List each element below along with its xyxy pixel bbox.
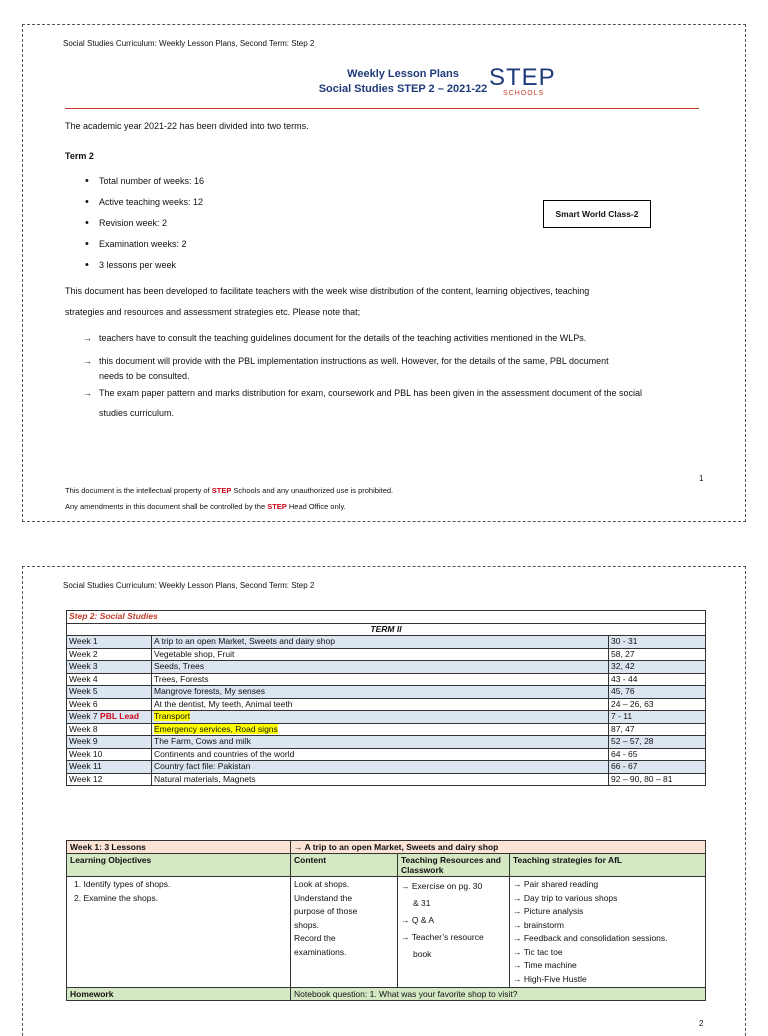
paragraph-line-1: This document has been developed to facilitate teachers with the week wise distribution of the content, learning objectives, teaching (65, 286, 590, 296)
topic-cell: Seeds, Trees (152, 661, 609, 674)
bullet-item: • Total number of weeks: 16 (85, 175, 204, 196)
topic-cell: At the dentist, My teeth, Animal teeth (152, 698, 609, 711)
logo-text: STEP (489, 64, 556, 91)
pages-cell: 58, 27 (609, 648, 706, 661)
pbl-lead-tag: PBL Lead (100, 711, 140, 722)
list-item: Look at shops. (294, 879, 350, 889)
title-divider (65, 108, 699, 109)
footer-line-2: Any amendments in this document shall be controlled by the STEP Head Office only. (65, 502, 346, 511)
homework-text: Notebook question: 1. What was your favorite shop to visit? (291, 988, 706, 1001)
topic-cell: Transport (152, 711, 609, 724)
list-item: → Feedback and consolidation sessions. (513, 933, 668, 943)
step-schools-logo (487, 61, 567, 101)
logo-subtext: SCHOOLS (503, 90, 545, 97)
list-item: & 31 (413, 898, 431, 908)
smart-world-box: Smart World Class-2 (543, 200, 651, 228)
col-content: Content (291, 854, 398, 877)
topic-cell: Continents and countries of the world (152, 748, 609, 761)
list-item: book (413, 949, 432, 959)
list-item: 1. Identify types of shops. (74, 879, 171, 889)
pages-cell: 24 – 26, 63 (609, 698, 706, 711)
arrow-icon: → (83, 333, 92, 343)
page-header: Social Studies Curriculum: Weekly Lesson Plans, Second Term: Step 2 (63, 581, 315, 590)
topic-cell: Mangrove forests, My senses (152, 686, 609, 699)
col-strategies: Teaching strategies for AfL (510, 854, 706, 877)
pages-cell: 30 - 31 (609, 636, 706, 649)
step-title: Step 2: Social Studies (67, 611, 706, 624)
pages-cell: 92 – 90, 80 – 81 (609, 773, 706, 786)
table-row (67, 773, 706, 786)
list-item: → Time machine (513, 960, 577, 970)
col-learning-objectives: Learning Objectives (67, 854, 291, 877)
term-title: TERM II (67, 623, 706, 636)
list-item: → Pair shared reading (513, 879, 599, 889)
topic-cell: The Farm, Cows and milk (152, 736, 609, 749)
week-cell: Week 8 (67, 723, 152, 736)
list-item: purpose of those (294, 906, 358, 916)
list-item: Record the (294, 933, 336, 943)
table-row (67, 736, 706, 749)
week-cell: Week 5 (67, 686, 152, 699)
list-item: → Q & A (401, 915, 435, 925)
arrow-icon: → (83, 356, 92, 366)
page-number: 2 (699, 1019, 704, 1028)
term-weeks-table (66, 610, 706, 786)
pages-cell: 43 - 44 (609, 673, 706, 686)
week-cell: Week 11 (67, 761, 152, 774)
list-item: → Day trip to various shops (513, 892, 618, 903)
objectives-cell (67, 877, 291, 988)
table-row (67, 711, 706, 724)
week-cell: Week 3 (67, 661, 152, 674)
pages-cell: 52 – 57, 28 (609, 736, 706, 749)
footer-line-1: This document is the intellectual property of STEP Schools and any unauthorized use is prohibited. (65, 486, 394, 495)
document-title (313, 67, 493, 97)
pages-cell: 66 - 67 (609, 761, 706, 774)
paragraph-line-2: strategies and resources and assessment strategies etc. Please note that; (65, 307, 361, 317)
title-line-1: Weekly Lesson Plans (347, 68, 459, 80)
list-item: → brainstorm (513, 919, 565, 930)
strategies-cell (510, 877, 706, 988)
table-row (67, 748, 706, 761)
week1-topic: → A trip to an open Market, Sweets and dairy shop (291, 841, 706, 854)
topic-cell: A trip to an open Market, Sweets and dairy shop (152, 636, 609, 649)
bullet-item: • Revision week: 2 (85, 217, 204, 238)
week-cell: Week 12 (67, 773, 152, 786)
week-cell: Week 2 (67, 648, 152, 661)
table-row (67, 661, 706, 674)
list-item: → High-Five Hustle (513, 973, 587, 984)
page-header: Social Studies Curriculum: Weekly Lesson Plans, Second Term: Step 2 (63, 39, 315, 48)
bullet-item: • Active teaching weeks: 12 (85, 196, 204, 217)
document-page-2 (22, 566, 746, 1036)
pages-cell: 64 - 65 (609, 748, 706, 761)
pages-cell: 32, 42 (609, 661, 706, 674)
table-row (67, 648, 706, 661)
list-item: → Picture analysis (513, 906, 584, 916)
table-row (67, 686, 706, 699)
table-row (67, 636, 706, 649)
term-heading: Term 2 (65, 151, 94, 161)
topic-cell: Natural materials, Magnets (152, 773, 609, 786)
list-item: 2. Examine the shops. (74, 892, 159, 903)
col-resources: Teaching Resources and Classwork (398, 854, 510, 877)
week-cell: Week 7 PBL Lead (67, 711, 152, 724)
pages-cell: 45, 76 (609, 686, 706, 699)
week-cell: Week 10 (67, 748, 152, 761)
content-cell (291, 877, 398, 988)
table-term-row (67, 623, 706, 636)
topic-cell: Trees, Forests (152, 673, 609, 686)
resources-cell (398, 877, 510, 988)
pages-cell: 87, 47 (609, 723, 706, 736)
list-item: → Tic tac toe (513, 946, 563, 957)
table-row (67, 698, 706, 711)
bullet-item: • Examination weeks: 2 (85, 238, 204, 259)
intro-text: The academic year 2021-22 has been divided into two terms. (65, 121, 309, 131)
table-row (67, 723, 706, 736)
week-cell: Week 9 (67, 736, 152, 749)
table-title-row (67, 611, 706, 624)
bullet-item: • 3 lessons per week (85, 259, 204, 280)
table-row (67, 673, 706, 686)
topic-cell: Emergency services, Road signs (152, 723, 609, 736)
page-number: 1 (699, 474, 704, 483)
pages-cell: 7 - 11 (609, 711, 706, 724)
document-page-1: Social Studies Curriculum: Weekly Lesson Plans, Second Term: Step 2 Weekly Lesson Plans Social Studies STEP 2 – 2021-22 STEP SCHOOLS The academic year 2021-22 has been divided into two terms. Term 2 • Total number of weeks: 16 • Active teaching weeks: 12 • Revision week: 2 • Examination weeks: 2 • 3 lessons per week Smart World Class-2 This document has been developed to facilitate teachers with the week wise distribution of the content, learning objectives, teaching strategies and resources and assessment strategies etc. Please note that; → teachers have to consult the teaching guidelines document for the details of the teaching activities mentioned in the WLPs. → this document will provide with the PBL implementation instructions as well. However, for the details of the same, PBL document needs to be consulted. → The exam paper pattern and marks distribution for exam, coursework and PBL has been given in the assessment document of the social studies curriculum. 1 This document is the intellectual property of STEP Schools and any unauthorized use is prohibited. Any amendments in this document shall be controlled by the STEP Head Office only. (22, 24, 746, 522)
homework-label: Homework (67, 988, 291, 1001)
term-bullet-list (85, 175, 204, 280)
list-item: shops. (294, 919, 320, 930)
table-row (67, 761, 706, 774)
week-cell: Week 4 (67, 673, 152, 686)
topic-cell: Country fact file: Pakistan (152, 761, 609, 774)
week-cell: Week 1 (67, 636, 152, 649)
arrow-icon: → (83, 388, 92, 398)
title-line-2: Social Studies STEP 2 – 2021-22 (318, 83, 488, 95)
week1-label: Week 1: 3 Lessons (67, 841, 291, 854)
week1-plan-table (66, 840, 706, 1001)
list-item: → Teacher’s resource (401, 932, 484, 942)
topic-cell: Vegetable shop, Fruit (152, 648, 609, 661)
list-item: Understand the (294, 892, 353, 903)
list-item: examinations. (294, 946, 347, 957)
week-cell: Week 6 (67, 698, 152, 711)
list-item: → Exercise on pg. 30 (401, 881, 483, 891)
